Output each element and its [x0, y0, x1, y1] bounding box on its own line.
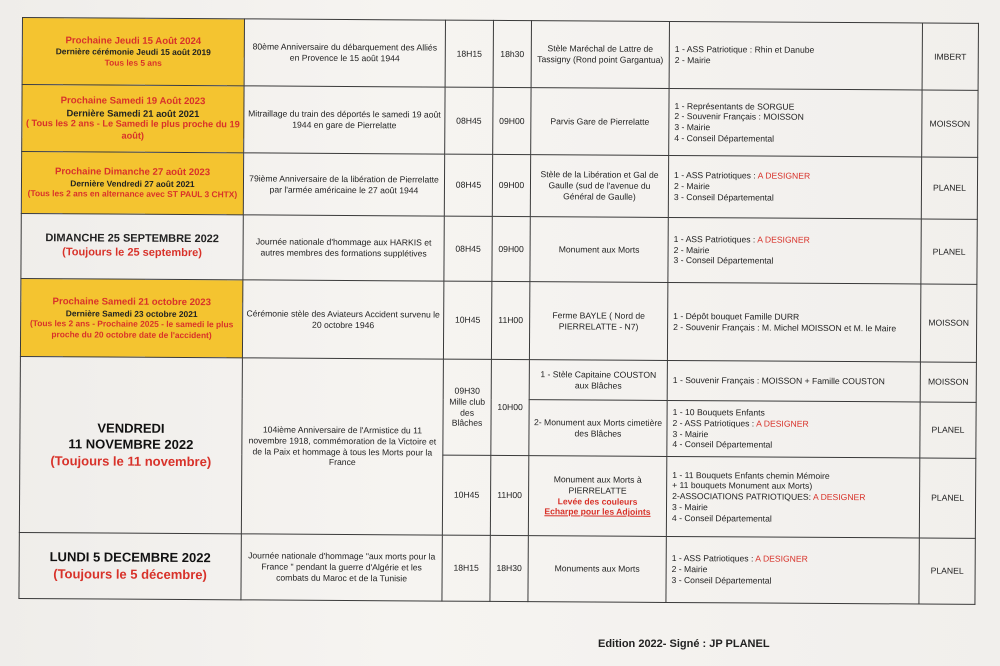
- time-start: 10H45: [442, 455, 490, 535]
- table-row: [21, 213, 977, 284]
- time-start: 08H45: [445, 87, 493, 154]
- time-start: 08H45: [444, 154, 492, 216]
- date-cell: Prochaine Samedi 21 octobre 2023 Dernière Samedi 23 octobre 2021 (Tous les 2 ans - Prochaine 2025 - le samedi le plus proche du 20 octobre date de l'accident): [20, 278, 242, 357]
- ceremony-calendar-table: [18, 17, 979, 605]
- event-cell: 104ième Anniversaire de l'Armistice du 11 novembre 1918, commémoration de la Victoire et de la Paix et hommage à tous les Morts pour la France: [241, 358, 443, 535]
- time-start: 09H30 Mille club des Blâches: [443, 359, 492, 455]
- place-cell: Stèle Maréchal de Lattre de Tassigny (Rond point Gargantua): [531, 21, 669, 89]
- participants-cell: 1 - Dépôt bouquet Famille DURR 2 - Souvenir Français : M. Michel MOISSON et M. le Maire: [667, 282, 920, 362]
- place-cell: Monument aux Morts à PIERRELATTE Levée des couleurs Echarpe pour les Adjoints: [528, 456, 666, 537]
- event-cell: Journée nationale d'hommage aux HARKIS et autres membres des formations supplétives: [243, 215, 444, 281]
- event-cell: Cérémonie stèle des Aviateurs Accident survenu le 20 octobre 1946: [242, 280, 443, 359]
- responsible-cell: IMBERT: [922, 23, 978, 90]
- participants-cell: 1 - ASS Patriotiques : A DESIGNER 2 - Mairie 3 - Conseil Départemental: [668, 155, 921, 219]
- table-row: [20, 278, 976, 362]
- time-start: 18H15: [445, 20, 493, 87]
- date-cell: Prochaine Dimanche 27 août 2023 Dernière Vendredi 27 août 2021 (Tous les 2 ans en alternance avec ST PAUL 3 CHTX): [21, 152, 243, 215]
- date-cell: Prochaine Jeudi 15 Août 2024 Dernière cérémonie Jeudi 15 août 2019 Tous les 5 ans: [22, 18, 244, 86]
- time-ceremony: 10H00: [491, 359, 530, 455]
- table-row: [21, 152, 977, 220]
- event-cell: Journée nationale d'hommage "aux morts pour la France " pendant la guerre d'Algérie et les combats du Maroc et de la Tunisie: [241, 534, 442, 601]
- table-row: [20, 356, 976, 402]
- edition-signature: Edition 2022- Signé : JP PLANEL: [598, 638, 770, 650]
- time-ceremony: 09H00: [493, 87, 531, 154]
- responsible-cell: MOISSON: [922, 90, 978, 157]
- time-ceremony: 09H00: [492, 154, 530, 216]
- time-start: 08H45: [444, 216, 492, 281]
- place-cell: 1 - Stèle Capitaine COUSTON aux Blâches: [529, 360, 667, 401]
- place-cell: Monument aux Morts: [530, 217, 668, 283]
- place-cell: Monuments aux Morts: [528, 536, 666, 603]
- event-cell: 79ième Anniversaire de la libération de Pierrelatte par l'armée américaine le 27 août 1944: [243, 153, 444, 216]
- date-cell: Prochaine Samedi 19 Août 2023 Dernière Samedi 21 août 2021 ( Tous les 2 ans - Le Samedi le plus proche du 19 août): [22, 85, 244, 153]
- responsible-cell: PLANEL: [921, 219, 977, 284]
- time-ceremony: 18h30: [493, 20, 531, 87]
- event-cell: Mitraillage du train des déportés le samedi 19 août 1944 en gare de Pierrelatte: [244, 86, 445, 154]
- participants-cell: 1 - Souvenir Français : MOISSON + Famille COUSTON: [667, 360, 920, 402]
- event-cell: 80ème Anniversaire du débarquement des Alliés en Provence le 15 août 1944: [244, 19, 445, 87]
- date-cell: DIMANCHE 25 SEPTEMBRE 2022 (Toujours le 25 septembre): [21, 213, 243, 279]
- responsible-cell: PLANEL: [919, 538, 975, 604]
- responsible-cell: MOISSON: [920, 284, 976, 362]
- responsible-cell: MOISSON: [920, 362, 976, 402]
- time-ceremony: 11H00: [491, 281, 529, 359]
- responsible-cell: PLANEL: [919, 458, 975, 538]
- place-cell: 2- Monument aux Morts cimetière des Blâches: [529, 400, 667, 457]
- table-row: [19, 532, 975, 604]
- place-cell: Ferme BAYLE ( Nord de PIERRELATTE - N7): [529, 282, 667, 361]
- date-cell: VENDREDI 11 NOVEMBRE 2022 (Toujours le 11 novembre): [19, 356, 242, 533]
- place-cell: Parvis Gare de Pierrelatte: [531, 88, 669, 156]
- time-ceremony: 11H00: [490, 455, 528, 535]
- participants-cell: 1 - 10 Bouquets Enfants 2 - ASS Patriotiques : A DESIGNER 3 - Mairie 4 - Conseil Départemental: [667, 400, 920, 458]
- time-ceremony: 09H00: [492, 216, 530, 281]
- participants-cell: 1 - ASS Patriotiques : A DESIGNER 2 - Mairie 3 - Conseil Départemental: [668, 217, 921, 284]
- responsible-cell: PLANEL: [921, 157, 977, 219]
- participants-cell: 1 - ASS Patriotiques : A DESIGNER 2 - Mairie 3 - Conseil Départemental: [666, 536, 919, 604]
- table-row: [22, 85, 978, 158]
- participants-cell: 1 - Représentants de SORGUE 2 - Souvenir Français : MOISSON 3 - Mairie 4 - Conseil Départemental: [669, 88, 922, 157]
- time-start: 18H15: [442, 535, 490, 601]
- participants-cell: 1 - ASS Patriotique : Rhin et Danube 2 - Mairie: [669, 21, 922, 90]
- time-ceremony: 18H30: [490, 535, 528, 601]
- participants-cell: 1 - 11 Bouquets Enfants chemin Mémoire + 11 bouquets Monument aux Morts) 2-ASSOCIATIONS PATRIOTIQUES: A DESIGNER 3 - Mairie 4 - Conseil Départemental: [666, 456, 919, 538]
- responsible-cell: PLANEL: [920, 402, 976, 458]
- table-row: [22, 18, 978, 91]
- date-cell: LUNDI 5 DECEMBRE 2022 (Toujours le 5 décembre): [19, 532, 241, 599]
- time-start: 10H45: [443, 281, 491, 359]
- place-cell: Stèle de la Libération et Gal de Gaulle (sud de l'avenue du Général de Gaulle): [530, 155, 668, 218]
